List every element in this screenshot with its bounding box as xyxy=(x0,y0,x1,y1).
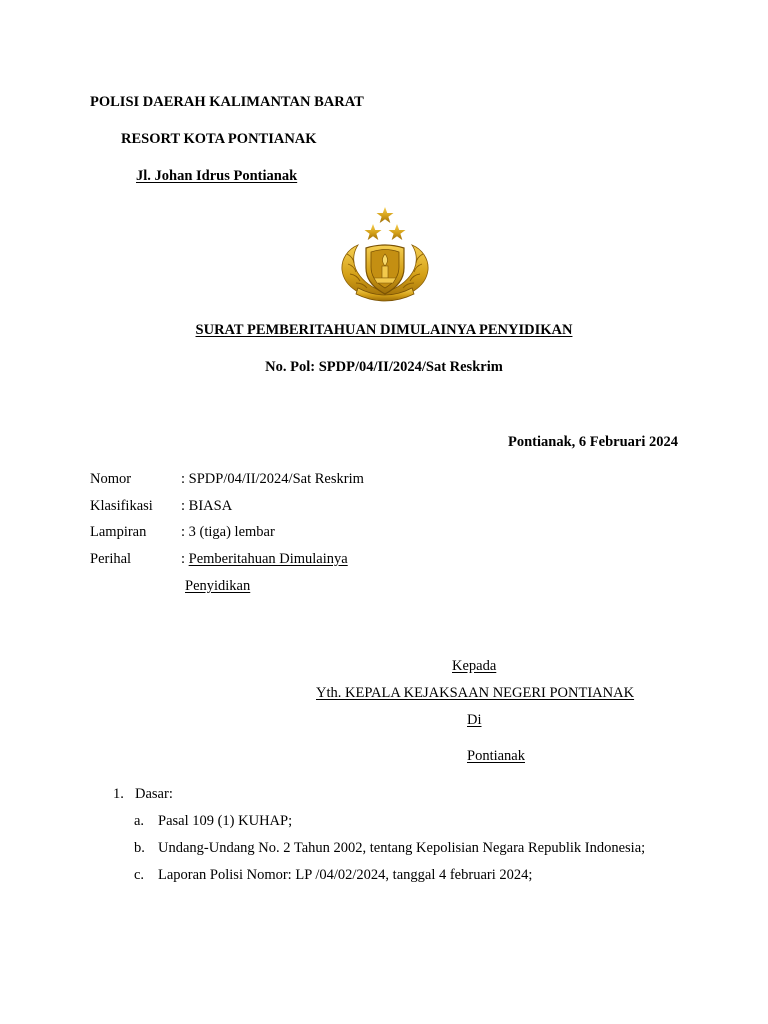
list-item-number: 1. xyxy=(113,786,124,802)
list-item-label: Dasar: xyxy=(135,786,173,802)
document-title: SURAT PEMBERITAHUAN DIMULAINYA PENYIDIKAN xyxy=(195,322,573,338)
perihal-colon: : xyxy=(181,551,189,567)
subitem-text: Laporan Polisi Nomor: LP /04/02/2024, tanggal 4 februari 2024; xyxy=(158,867,533,883)
header-line1: POLISI DAERAH KALIMANTAN BARAT xyxy=(90,94,364,110)
lampiran-value: : 3 (tiga) lembar xyxy=(181,524,275,540)
lampiran-label: Lampiran xyxy=(90,524,147,540)
recipient-kepada: Kepada xyxy=(452,658,497,674)
perihal-label: Perihal xyxy=(90,551,132,567)
place-date: Pontianak, 6 Februari 2024 xyxy=(508,434,678,450)
recipient-yth: Yth. KEPALA KEJAKSAAN NEGERI PONTIANAK xyxy=(316,685,635,701)
klasifikasi-label: Klasifikasi xyxy=(90,498,153,514)
nomor-label: Nomor xyxy=(90,471,132,487)
star-icon xyxy=(377,207,394,223)
star-icon xyxy=(389,224,406,240)
perihal-value xyxy=(181,551,348,568)
star-icon xyxy=(365,224,382,240)
nomor-value: : SPDP/04/II/2024/Sat Reskrim xyxy=(181,471,364,487)
recipient-di: Di xyxy=(467,712,482,728)
subitem-marker: a. xyxy=(134,813,145,829)
police-emblem-icon xyxy=(336,204,434,304)
perihal-value-line1: Pemberitahuan Dimulainya xyxy=(188,551,348,567)
header-line2: RESORT KOTA PONTIANAK xyxy=(121,131,317,147)
document-number: No. Pol: SPDP/04/II/2024/Sat Reskrim xyxy=(265,359,503,375)
subitem-marker: b. xyxy=(134,840,145,856)
subitem-text: Undang-Undang No. 2 Tahun 2002, tentang Kepolisian Negara Republik Indonesia; xyxy=(158,840,646,856)
perihal-value-line2: Penyidikan xyxy=(185,578,251,594)
recipient-city: Pontianak xyxy=(467,748,525,764)
klasifikasi-value: : BIASA xyxy=(181,498,233,514)
header-address: Jl. Johan Idrus Pontianak xyxy=(136,168,298,184)
subitem-marker: c. xyxy=(134,867,145,883)
subitem-text: Pasal 109 (1) KUHAP; xyxy=(158,813,293,829)
